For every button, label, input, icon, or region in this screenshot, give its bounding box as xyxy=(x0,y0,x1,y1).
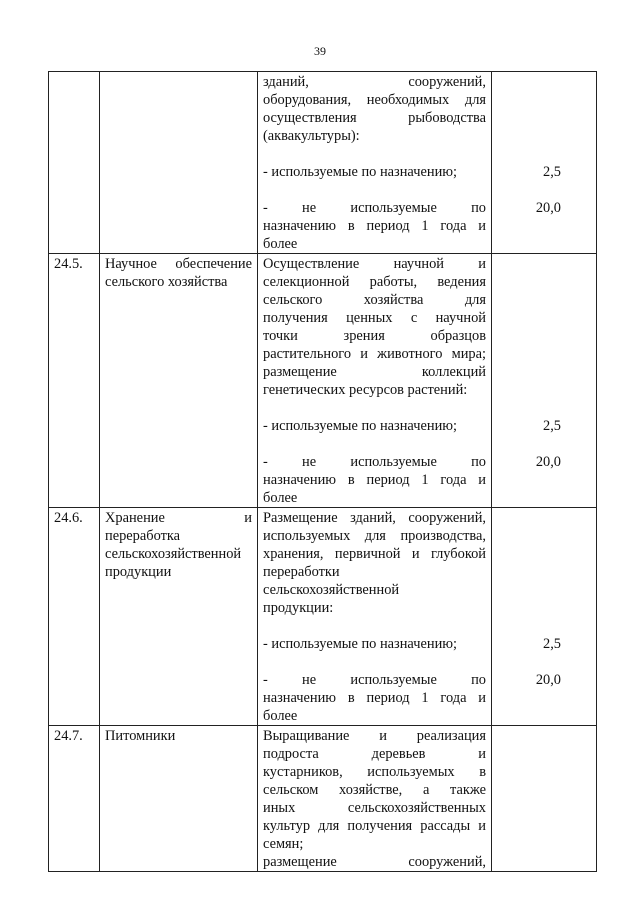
code-cell xyxy=(49,508,100,726)
name-line: сельского хозяйства xyxy=(105,274,228,290)
code-cell xyxy=(49,254,100,508)
name-line: продукции xyxy=(105,564,172,580)
name-line: переработка xyxy=(105,528,181,544)
code-text: 24.6. xyxy=(54,510,83,526)
description-line: получения ценных с научной xyxy=(263,310,486,326)
unused-line: - не используемые по xyxy=(263,672,486,688)
table-row xyxy=(49,726,597,872)
land-use-table xyxy=(48,71,597,872)
name-line: Научное обеспечение xyxy=(105,256,252,272)
description-line: переработки xyxy=(263,564,340,580)
name-line: Питомники xyxy=(105,728,176,744)
description-line: размещение сооружений, xyxy=(263,854,486,870)
code-cell xyxy=(49,72,100,254)
code-text: 24.7. xyxy=(54,728,83,744)
description-line: генетических ресурсов растений: xyxy=(263,382,468,398)
description-line: используемых для производства, xyxy=(263,528,486,544)
description-line: Размещение зданий, сооружений, xyxy=(263,510,486,526)
unused-line: назначению в период 1 года и xyxy=(263,472,486,488)
unused-line: - не используемые по xyxy=(263,200,486,216)
rate-used: 2,5 xyxy=(543,418,561,434)
description-line: иных сельскохозяйственных xyxy=(263,800,486,816)
code-text: 24.5. xyxy=(54,256,83,272)
used-line: - используемые по назначению; xyxy=(263,636,458,652)
unused-line: назначению в период 1 года и xyxy=(263,690,486,706)
description-line: осуществления рыбоводства xyxy=(263,110,486,126)
page-number: 39 xyxy=(314,44,326,58)
name-line: сельскохозяйственной xyxy=(105,546,242,562)
description-line: семян; xyxy=(263,836,304,852)
table-row xyxy=(49,72,597,254)
rate-used: 2,5 xyxy=(543,164,561,180)
rate-used: 2,5 xyxy=(543,636,561,652)
unused-line: более xyxy=(263,236,298,252)
rate-cell xyxy=(492,726,597,872)
name-cell xyxy=(100,254,258,508)
name-line: Хранение и xyxy=(105,510,252,526)
rate-cell xyxy=(492,72,597,254)
description-cell xyxy=(258,72,492,254)
name-cell xyxy=(100,508,258,726)
description-line: продукции: xyxy=(263,600,334,616)
unused-line: более xyxy=(263,490,298,506)
description-line: кустарников, используемых в xyxy=(263,764,486,780)
description-line: зданий, сооружений, xyxy=(263,74,486,90)
rate-cell xyxy=(492,508,597,726)
description-line: размещение коллекций xyxy=(263,364,486,380)
description-line: сельском хозяйстве, а также xyxy=(263,782,486,798)
code-cell xyxy=(49,726,100,872)
description-line: (аквакультуры): xyxy=(263,128,360,144)
description-line: сельскохозяйственной xyxy=(263,582,400,598)
table-row xyxy=(49,508,597,726)
description-line: оборудования, необходимых для xyxy=(263,92,486,108)
description-cell xyxy=(258,726,492,872)
rate-unused: 20,0 xyxy=(535,672,561,688)
name-cell xyxy=(100,72,258,254)
name-cell xyxy=(100,726,258,872)
description-cell xyxy=(258,254,492,508)
description-line: растительного и животного мира; xyxy=(263,346,486,362)
description-line: подроста деревьев и xyxy=(263,746,486,762)
description-line: хранения, первичной и глубокой xyxy=(263,546,486,562)
description-line: культур для получения рассады и xyxy=(263,818,486,834)
unused-line: более xyxy=(263,708,298,724)
description-line: селекционной работы, ведения xyxy=(263,274,486,290)
description-line: Выращивание и реализация xyxy=(263,728,486,744)
unused-line: назначению в период 1 года и xyxy=(263,218,486,234)
table-row xyxy=(49,254,597,508)
description-line: сельского хозяйства для xyxy=(263,292,486,308)
used-line: - используемые по назначению; xyxy=(263,418,458,434)
description-line: точки зрения образцов xyxy=(263,328,486,344)
used-line: - используемые по назначению; xyxy=(263,164,458,180)
description-cell xyxy=(258,508,492,726)
unused-line: - не используемые по xyxy=(263,454,486,470)
description-line: Осуществление научной и xyxy=(263,256,486,272)
rate-cell xyxy=(492,254,597,508)
rate-unused: 20,0 xyxy=(535,200,561,216)
rate-unused: 20,0 xyxy=(535,454,561,470)
